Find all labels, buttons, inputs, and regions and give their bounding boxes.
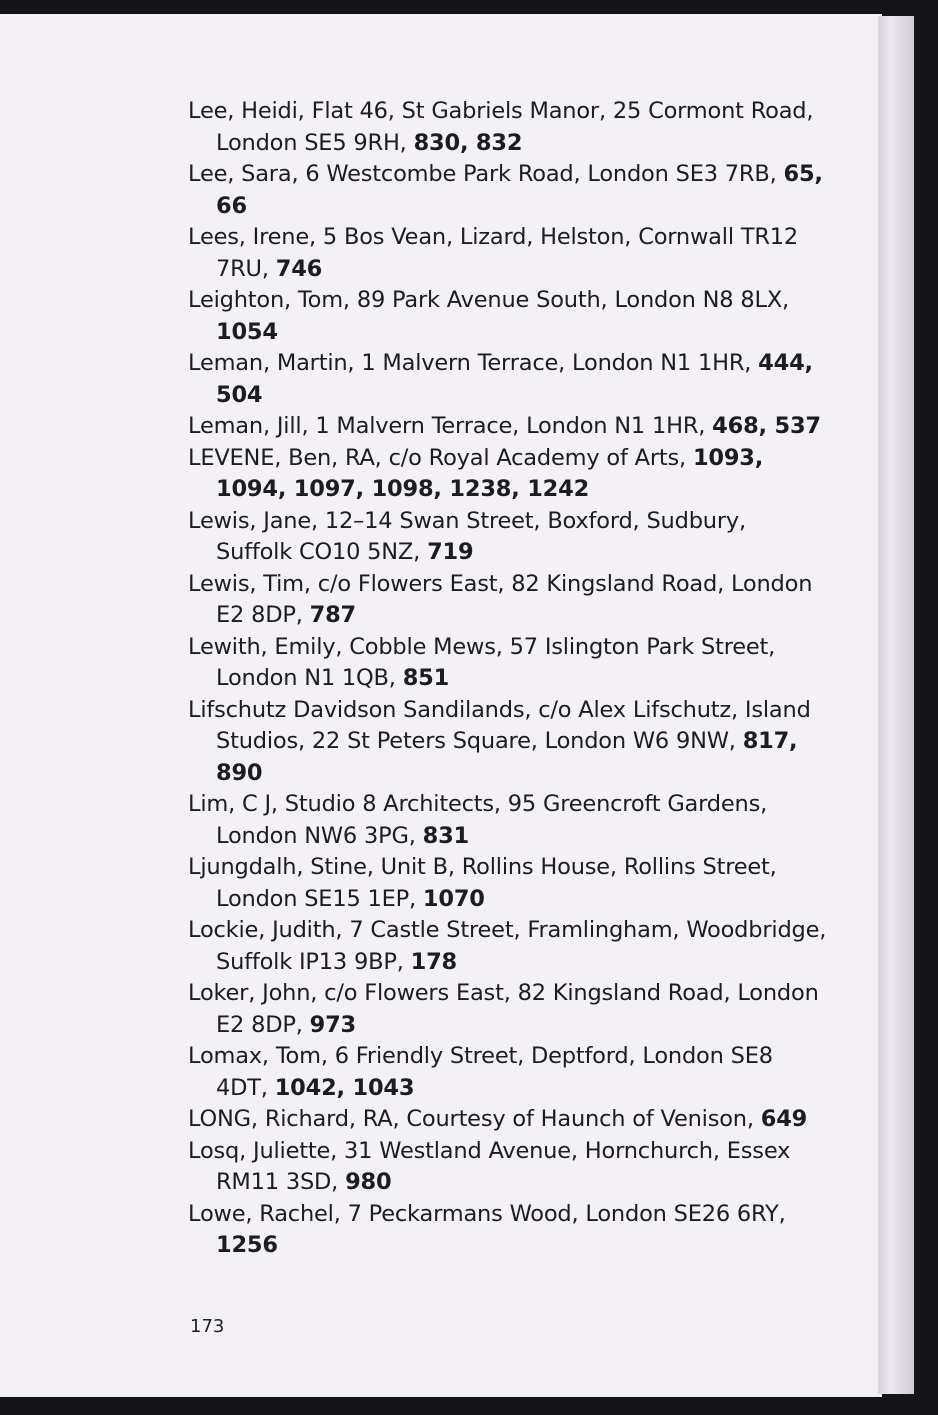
entry-address: Lomax, Tom, 6 Friendly Street, Deptford, London SE8 4DT, bbox=[188, 1043, 773, 1101]
entry-address: Lewis, Tim, c/o Flowers East, 82 Kingsland Road, London E2 8DP, bbox=[188, 570, 813, 628]
index-entry bbox=[188, 411, 828, 443]
entry-page-refs: 468, 537 bbox=[712, 413, 821, 439]
entry-address: LONG, Richard, RA, Courtesy of Haunch of Venison, bbox=[188, 1106, 754, 1132]
index-entry bbox=[188, 1104, 828, 1136]
entry-page-refs: 973 bbox=[309, 1011, 356, 1038]
index-entry bbox=[188, 852, 828, 915]
entry-page-refs: 830, 832 bbox=[413, 129, 523, 156]
index-entry bbox=[188, 1136, 828, 1199]
index-entry bbox=[188, 1041, 828, 1104]
entry-address: Lewis, Jane, 12–14 Swan Street, Boxford, Sudbury, Suffolk CO10 5NZ, bbox=[188, 507, 746, 565]
entry-address: Lockie, Judith, 7 Castle Street, Framlingham, Woodbridge, Suffolk IP13 9BP, bbox=[188, 917, 827, 975]
index-entry bbox=[188, 159, 828, 222]
index-entry bbox=[188, 569, 828, 632]
index-entry bbox=[188, 222, 828, 285]
entry-page-refs: 1093, 1094, 1097, 1098, 1238, 1242 bbox=[216, 444, 764, 502]
index-entry bbox=[188, 632, 828, 695]
index-entry bbox=[188, 915, 828, 978]
index-entry bbox=[188, 789, 828, 852]
entry-address: Lee, Heidi, Flat 46, St Gabriels Manor, 25 Cormont Road, London SE5 9RH, bbox=[188, 98, 814, 156]
entry-address: LEVENE, Ben, RA, c/o Royal Academy of Arts, bbox=[188, 444, 686, 471]
index-entry bbox=[188, 978, 828, 1041]
index-entry bbox=[188, 96, 828, 159]
index-entry bbox=[188, 285, 828, 348]
entry-address: Leman, Martin, 1 Malvern Terrace, London N1 1HR, bbox=[188, 350, 752, 376]
entry-page-refs: 746 bbox=[275, 255, 323, 282]
entry-page-refs: 1054 bbox=[216, 318, 278, 345]
entry-page-refs: 817, 890 bbox=[216, 728, 798, 786]
entry-address: Leighton, Tom, 89 Park Avenue South, London N8 8LX, bbox=[188, 287, 789, 313]
index-entry bbox=[188, 695, 828, 790]
index-entry bbox=[188, 1199, 828, 1262]
index-entry bbox=[188, 348, 828, 411]
entry-page-refs: 787 bbox=[309, 602, 356, 628]
entry-page-refs: 980 bbox=[345, 1169, 392, 1195]
page-stack-edge bbox=[878, 16, 914, 1394]
entry-address: Lim, C J, Studio 8 Architects, 95 Greencroft Gardens, London NW6 3PG, bbox=[188, 791, 768, 849]
entry-page-refs: 831 bbox=[422, 822, 469, 849]
entry-address: Lees, Irene, 5 Bos Vean, Lizard, Helston, Cornwall TR12 7RU, bbox=[188, 224, 799, 282]
entry-address: Lewith, Emily, Cobble Mews, 57 Islington Park Street, London N1 1QB, bbox=[188, 633, 776, 691]
entry-page-refs: 649 bbox=[760, 1106, 808, 1132]
entry-address: Losq, Juliette, 31 Westland Avenue, Hornchurch, Essex RM11 3SD, bbox=[188, 1137, 791, 1195]
entry-page-refs: 719 bbox=[427, 539, 474, 565]
entry-address: Loker, John, c/o Flowers East, 82 Kingsland Road, London E2 8DP, bbox=[188, 980, 819, 1038]
index-entry bbox=[188, 506, 828, 569]
index-entry bbox=[188, 443, 828, 506]
entry-page-refs: 65, 66 bbox=[216, 161, 823, 219]
entry-page-refs: 1256 bbox=[216, 1232, 278, 1258]
page-number: 173 bbox=[190, 1316, 225, 1337]
entry-page-refs: 1070 bbox=[422, 885, 485, 912]
entry-page-refs: 1042, 1043 bbox=[274, 1074, 415, 1101]
entry-address: Leman, Jill, 1 Malvern Terrace, London N1 1HR, bbox=[188, 413, 706, 439]
entry-page-refs: 444, 504 bbox=[216, 350, 813, 408]
entry-page-refs: 851 bbox=[402, 665, 450, 691]
entry-address: Lifschutz Davidson Sandilands, c/o Alex Lifschutz, Island Studios, 22 St Peters Square, London W6 9NW, bbox=[188, 696, 811, 754]
entry-page-refs: 178 bbox=[410, 948, 457, 975]
entry-address: Ljungdalh, Stine, Unit B, Rollins House, Rollins Street, London SE15 1EP, bbox=[188, 854, 777, 912]
entry-address: Lee, Sara, 6 Westcombe Park Road, London SE3 7RB, bbox=[188, 161, 777, 187]
entry-address: Lowe, Rachel, 7 Peckarmans Wood, London SE26 6RY, bbox=[188, 1200, 786, 1227]
index-entry-list bbox=[188, 96, 828, 1262]
